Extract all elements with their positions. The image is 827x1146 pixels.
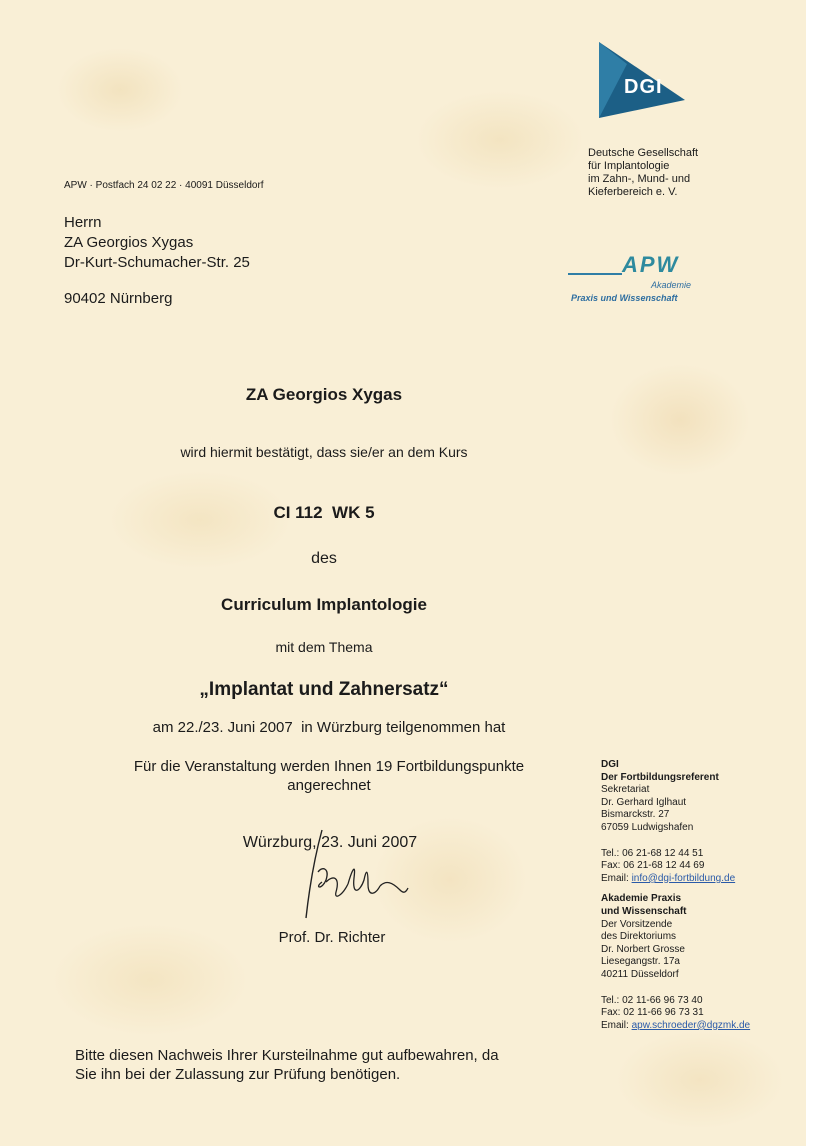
recipient-city: 90402 Nürnberg xyxy=(64,290,173,307)
dgi-contact-title: DGI xyxy=(601,759,619,770)
apw-email-label: Email: xyxy=(601,1019,629,1031)
footer-note-line: Bitte diesen Nachweis Ihrer Kursteilnahme gut aufbewahren, da xyxy=(75,1047,499,1064)
footer-note xyxy=(75,1046,499,1084)
apw-contact-fax: Fax: 02 11-66 96 73 31 xyxy=(601,1007,704,1019)
org-name-line: für Implantologie xyxy=(588,160,670,172)
apw-logo-sub1: Akademie xyxy=(651,280,692,290)
dgi-email-link[interactable]: info@dgi-fortbildung.de xyxy=(631,872,736,884)
apw-contact-line: Der Vorsitzende xyxy=(601,918,673,930)
points-line-1: Für die Veranstaltung werden Ihnen 19 Fortbildungspunkte xyxy=(133,758,525,775)
apw-contact-title: und Wissenschaft xyxy=(601,905,687,917)
apw-contact-title: Akademie Praxis xyxy=(601,893,682,905)
dgi-contact-line: Sekretariat xyxy=(601,784,650,796)
apw-email-link[interactable]: apw.schroeder@dgzmk.de xyxy=(631,1019,751,1031)
sender-line: APW · Postfach 24 02 22 · 40091 Düsseldorf xyxy=(64,180,264,191)
dgi-contact-line: Bismarckstr. 27 xyxy=(601,809,670,821)
apw-logo-text: APW xyxy=(622,252,680,277)
apw-contact-email-row xyxy=(601,1020,750,1033)
dgi-contact-line: Dr. Gerhard Iglhaut xyxy=(601,796,687,808)
dgi-logo-text: DGI xyxy=(624,76,663,98)
participant-name: ZA Georgios Xygas xyxy=(245,385,403,404)
dgi-contact-tel: Tel.: 06 21-68 12 44 51 xyxy=(601,847,704,859)
apw-contact-line: Dr. Norbert Grosse xyxy=(601,943,685,955)
course-topic: „Implantat und Zahnersatz“ xyxy=(199,679,449,700)
org-name-line: Deutsche Gesellschaft xyxy=(588,147,699,159)
apw-contact-line: 40211 Düsseldorf xyxy=(601,968,679,980)
dgi-contact-role: Der Fortbildungsreferent xyxy=(601,771,719,783)
points-line-2: angerechnet xyxy=(287,777,371,794)
signature-drawing xyxy=(300,822,410,922)
signature xyxy=(300,822,410,922)
org-name-line: im Zahn-, Mund- und xyxy=(588,173,691,185)
org-name xyxy=(588,147,698,199)
curriculum-title: Curriculum Implantologie xyxy=(221,595,427,614)
recipient-name: ZA Georgios Xygas xyxy=(64,234,194,251)
course-date-location: am 22./23. Juni 2007 in Würzburg teilgenommen hat xyxy=(152,719,506,736)
apw-logo-sub2: Praxis und Wissenschaft xyxy=(571,293,678,303)
dgi-logo xyxy=(597,42,687,118)
dgi-email-label: Email: xyxy=(601,872,629,884)
dgi-contact-email-row xyxy=(601,873,750,886)
dgi-contact-line: 67059 Ludwigshafen xyxy=(601,821,694,833)
des-word: des xyxy=(311,550,337,567)
topic-intro: mit dem Thema xyxy=(275,639,373,655)
confirmation-line: wird hiermit bestätigt, dass sie/er an dem Kurs xyxy=(180,444,468,460)
footer-note-line: Sie ihn bei der Zulassung zur Prüfung benötigen. xyxy=(75,1066,401,1083)
org-name-line: Kieferbereich e. V. xyxy=(588,186,678,198)
dgi-contact-fax: Fax: 06 21-68 12 44 69 xyxy=(601,860,705,872)
contact-sidebar xyxy=(601,759,750,1032)
recipient-address xyxy=(64,213,250,309)
apw-contact-line: des Direktoriums xyxy=(601,931,677,943)
recipient-salutation: Herrn xyxy=(64,214,102,231)
signatory-name: Prof. Dr. Richter xyxy=(278,929,386,946)
apw-contact-line: Liesegangstr. 17a xyxy=(601,956,680,968)
apw-contact-tel: Tel.: 02 11-66 96 73 40 xyxy=(601,994,703,1006)
recipient-street: Dr-Kurt-Schumacher-Str. 25 xyxy=(64,254,250,271)
apw-logo xyxy=(566,252,706,310)
apw-swoosh xyxy=(568,273,622,275)
place-date: Würzburg, 23. Juni 2007 xyxy=(242,834,418,851)
course-code: CI 112 WK 5 xyxy=(273,503,375,522)
page-edge xyxy=(806,0,827,1146)
